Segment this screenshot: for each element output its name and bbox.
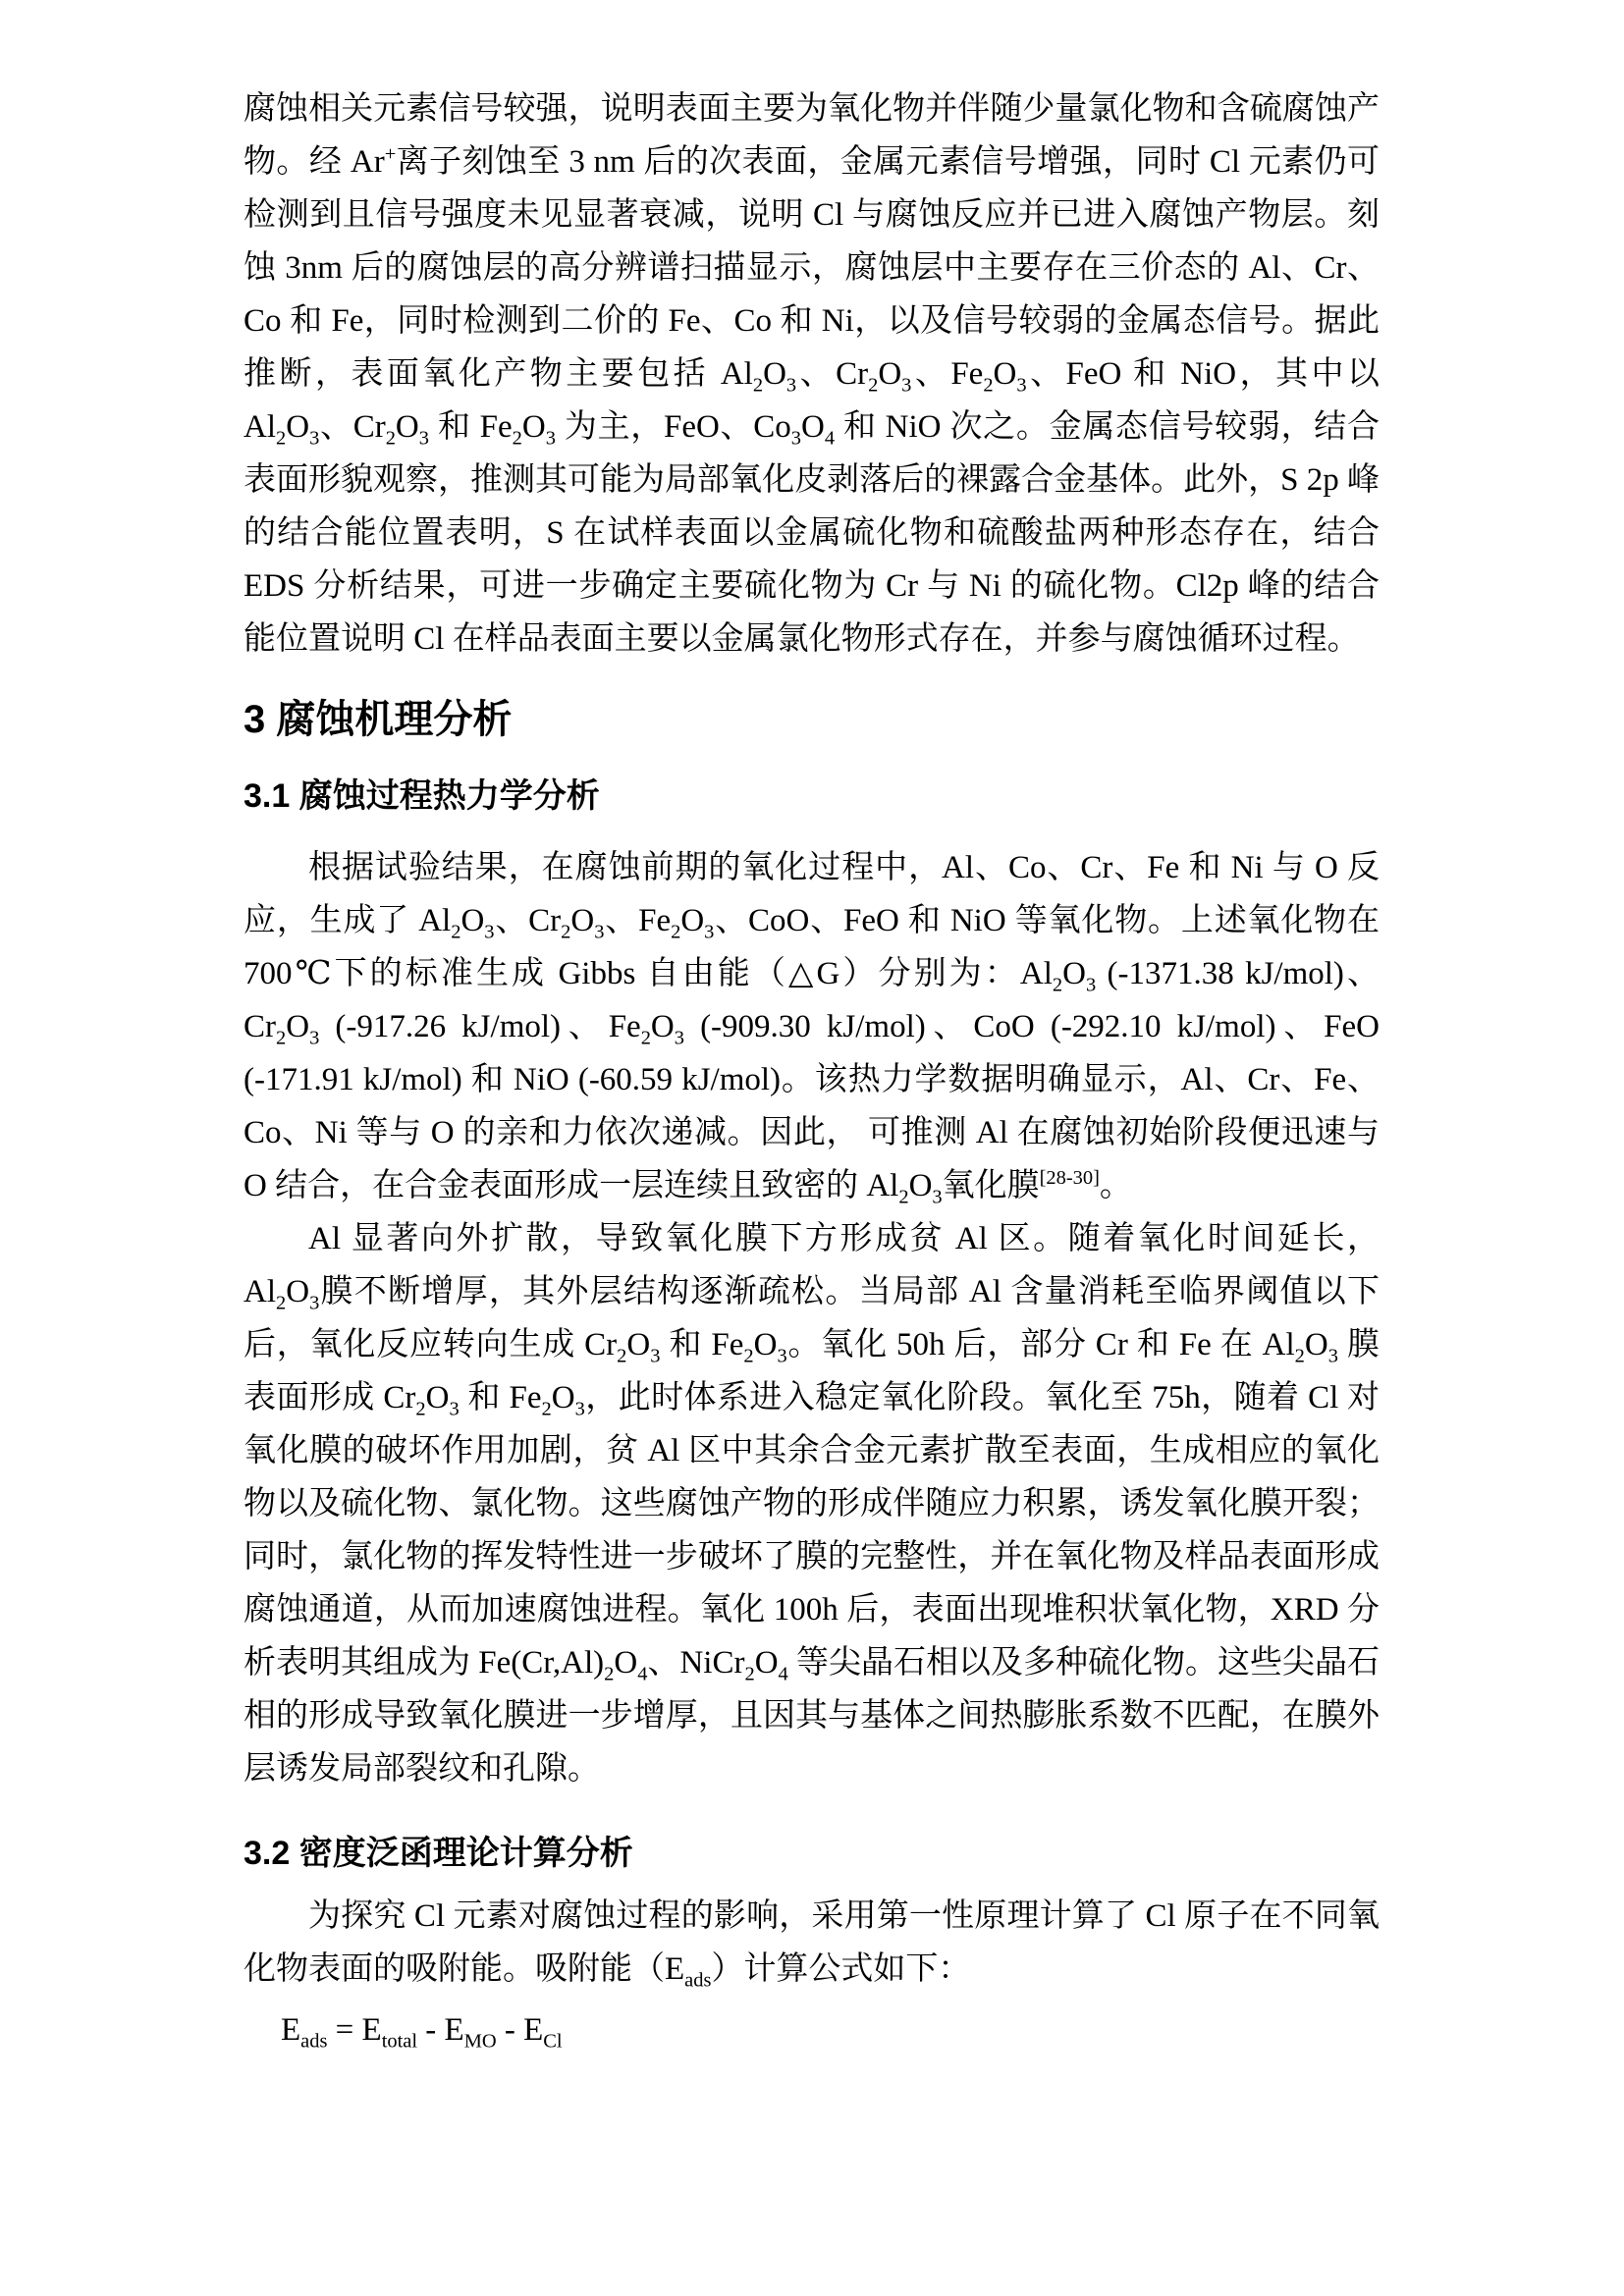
run-text: O [286,1274,310,1309]
run-text: O [908,1168,933,1203]
subscript-text: 2 [868,374,879,397]
paragraph-dft-intro [244,1890,1380,1996]
run-text: ）计算公式如下： [711,1951,971,1987]
section-heading-corrosion-mechanism: 3 腐蚀机理分析 [244,698,513,741]
subscript-text: 2 [743,1345,754,1367]
subscript-text: 2 [561,921,571,943]
subscript-text: 3 [901,374,912,397]
run-text: O [570,903,595,938]
run-text: O [614,1645,638,1681]
run-text: (-1371.38 kJ/mol)、Cr [244,956,1380,1044]
run-text: 和 Fe [428,409,513,445]
subscript-text: 3 [932,1186,943,1208]
subscript-text: 3 [704,921,715,943]
run-text: O [521,409,546,445]
run-text: O [286,409,310,445]
run-text: - E [417,2012,464,2048]
run-text: 、FeO 和 NiO，其中以 Al [244,356,1380,445]
run-text: 离子刻蚀至 3 nm 后的次表面，金属元素信号增强，同时 Cl 元素仍可检测到且信号强度未见显著衰减，说明 Cl 与腐蚀反应并已进入腐蚀产物层。刻蚀 3nm 后的腐蚀层的高分辨谱扫描显示，腐蚀层中主要存在三价态的 Al、Cr、Co 和 Fe，同时检测到二价的 Fe、Co 和 Ni，以及信号较弱的金属态信号。据此推断，表面氧化产物主要包括 Al [244,144,1380,392]
run-text: 为主，FeO、Co [555,409,791,445]
subscript-text: 3 [785,374,797,397]
run-text: 膜不断增厚，其外层结构逐渐疏松。当局部 Al 含量消耗至临界阈值以下后，氧化反应转向生成 Cr [244,1274,1380,1362]
run-text: 。氧化 50h 后，部分 Cr 和 Fe 在 Al [786,1327,1295,1362]
subscript-text: 3 [790,427,801,450]
run-text: 、CoO、FeO 和 NiO 等氧化物。上述氧化物在 700℃下的标准生成 Gibbs 自由能（△G）分别为：Al [244,903,1380,991]
subscript-text: 4 [824,427,836,450]
run-text: O [286,1009,310,1044]
subscript-text: 2 [671,921,681,943]
subscript-text: 2 [1294,1345,1305,1367]
run-text: O [626,1327,651,1362]
subscript-text: 4 [778,1663,788,1685]
run-text: O [425,1380,450,1415]
run-text: 氧化膜 [942,1168,1040,1203]
subscript-text: 2 [1052,974,1063,996]
run-text: 和 NiO 次之。金属态信号较弱，结合表面形貌观察，推测其可能为局部氧化皮剥落后的裸露合金基体。此外，S 2p 峰的结合能位置表明，S 在试样表面以金属硫化物和硫酸盐两种形态存在，结合 EDS 分析结果，可进一步确定主要硫化物为 Cr 与 Ni 的硫化物。Cl2p 峰的结合能位置说明 Cl 在样品表面主要以金属氯化物形式存在，并参与腐蚀循环过程。 [244,409,1380,657]
run-text: ，此时体系进入稳定氧化阶段。氧化至 75h，随着 Cl 对氧化膜的破坏作用加剧，贫 Al 区中其余合金元素扩散至表面，生成相应的氧化物以及硫化物、氯化物。这些腐蚀产物的形成伴随应力积累，诱发氧化膜开裂；同时，氯化物的挥发特性进一步破坏了膜的完整性，并在氧化物及样品表面形成腐蚀通道，从而加速腐蚀进程。氧化 100h 后，表面出现堆积状氧化物，XRD 分析表明其组成为 Fe(Cr,Al) [244,1380,1380,1681]
run-text: 和 Fe [459,1380,542,1415]
subscript-text: 2 [640,1027,651,1049]
run-text: O [1304,1327,1328,1362]
subscript-text: 2 [617,1345,627,1367]
subscript-text: 3 [1327,1345,1338,1367]
run-text: 和 Fe [660,1327,744,1362]
subscript-text: ads [684,1969,712,1992]
subscript-text: 3 [594,921,605,943]
run-text: 、Fe [604,903,672,938]
run-text: 、Cr [796,356,869,392]
subscript-text: 2 [983,374,994,397]
run-text: O [1062,956,1086,991]
subscript-text: 2 [752,374,764,397]
subscript-text: 3 [309,427,320,450]
run-text: O [650,1009,675,1044]
subscript-text: 3 [309,1292,320,1314]
subscript-text: MO [463,2030,497,2053]
subscript-text: 2 [744,1663,755,1685]
run-text: O [551,1380,575,1415]
subscript-text: total [381,2030,418,2053]
subscript-text: ads [300,2030,328,2053]
subscript-text: 3 [777,1345,787,1367]
run-text: 腐蚀相关元素信号较强，说明表面主要为氧化物并伴随少量氯化物和含硫腐蚀产物。经 Ar [244,91,1380,180]
subscript-text: 3 [309,1027,320,1049]
run-text: = E [327,2012,382,2048]
run-text: 、NiCr [647,1645,745,1681]
subscript-text: 2 [451,921,461,943]
subscript-text: 2 [385,427,396,450]
run-text: 根据试验结果，在腐蚀前期的氧化过程中，Al、Co、Cr、Fe 和 Ni 与 O 反应，生成了 Al [244,850,1380,938]
run-text: 等尖晶石相以及多种硫化物。这些尖晶石相的形成导致氧化膜进一步增厚，且因其与基体之间热膨胀系数不匹配，在膜外层诱发局部裂纹和孔隙。 [244,1645,1380,1787]
paragraph-thermodynamics-1 [244,841,1380,1212]
run-text: O [754,1645,779,1681]
subscript-text: 3 [418,427,429,450]
subscript-text: 3 [674,1027,684,1049]
run-text: E [281,2012,301,2048]
subscript-text: 2 [604,1663,615,1685]
run-text: 。 [1099,1168,1132,1203]
run-text: 、Fe [911,356,984,392]
run-text: O [763,356,786,392]
paragraph-thermodynamics-2 [244,1212,1380,1795]
run-text: O [680,903,705,938]
subscript-text: 3 [574,1398,585,1420]
subsection-heading-thermodynamics: 3.1 腐蚀过程热力学分析 [244,777,600,815]
run-text: O [800,409,825,445]
run-text: O [395,409,419,445]
run-text: O [753,1327,778,1362]
formula-adsorption-energy [244,2003,1380,2056]
superscript-text: + [384,143,397,165]
run-text: (-917.26 kJ/mol)、Fe [319,1009,641,1044]
subscript-text: 2 [415,1398,426,1420]
subscript-text: 2 [276,427,287,450]
subscript-text: 3 [650,1345,661,1367]
subscript-text: 4 [637,1663,648,1685]
subscript-text: Cl [543,2030,563,2053]
subscript-text: 3 [545,427,556,450]
subscript-text: 3 [484,921,495,943]
run-text: 为探究 Cl 元素对腐蚀过程的影响，采用第一性原理计算了 Cl 原子在不同氧化物表面的吸附能。吸附能（E [244,1898,1380,1987]
subsection-heading-dft: 3.2 密度泛函理论计算分析 [244,1835,633,1872]
subscript-text: 3 [1085,974,1097,996]
run-text: (-909.30 kJ/mol)、CoO (-292.10 kJ/mol)、FeO (-171.91 kJ/mol) 和 NiO (-60.59 kJ/mol)。该热力学数据明确显示，Al、Cr、Fe、Co、Ni 等与 O 的亲和力依次递减。因此， 可推测 Al 在腐蚀初始阶段便迅速与 O 结合，在合金表面形成一层连续且致密的 Al [244,1009,1380,1203]
superscript-text: [28-30] [1039,1167,1100,1189]
page-content [244,82,1380,2056]
subscript-text: 2 [541,1398,552,1420]
run-text: - E [496,2012,544,2048]
run-text: O [878,356,902,392]
run-text: 、Cr [319,409,386,445]
run-text: O [993,356,1017,392]
run-text: 、Cr [494,903,562,938]
subscript-text: 3 [449,1398,460,1420]
subscript-text: 3 [1016,374,1027,397]
subscript-text: 2 [512,427,522,450]
subscript-text: 2 [276,1027,287,1049]
run-text: O [460,903,485,938]
subscript-text: 2 [276,1292,287,1314]
subscript-text: 2 [898,1186,909,1208]
paragraph-xps-analysis [244,82,1380,666]
run-text: 膜表面形成 Cr [244,1327,1380,1415]
run-text: Al 显著向外扩散，导致氧化膜下方形成贫 Al 区。随着氧化时间延长，Al [244,1221,1380,1309]
